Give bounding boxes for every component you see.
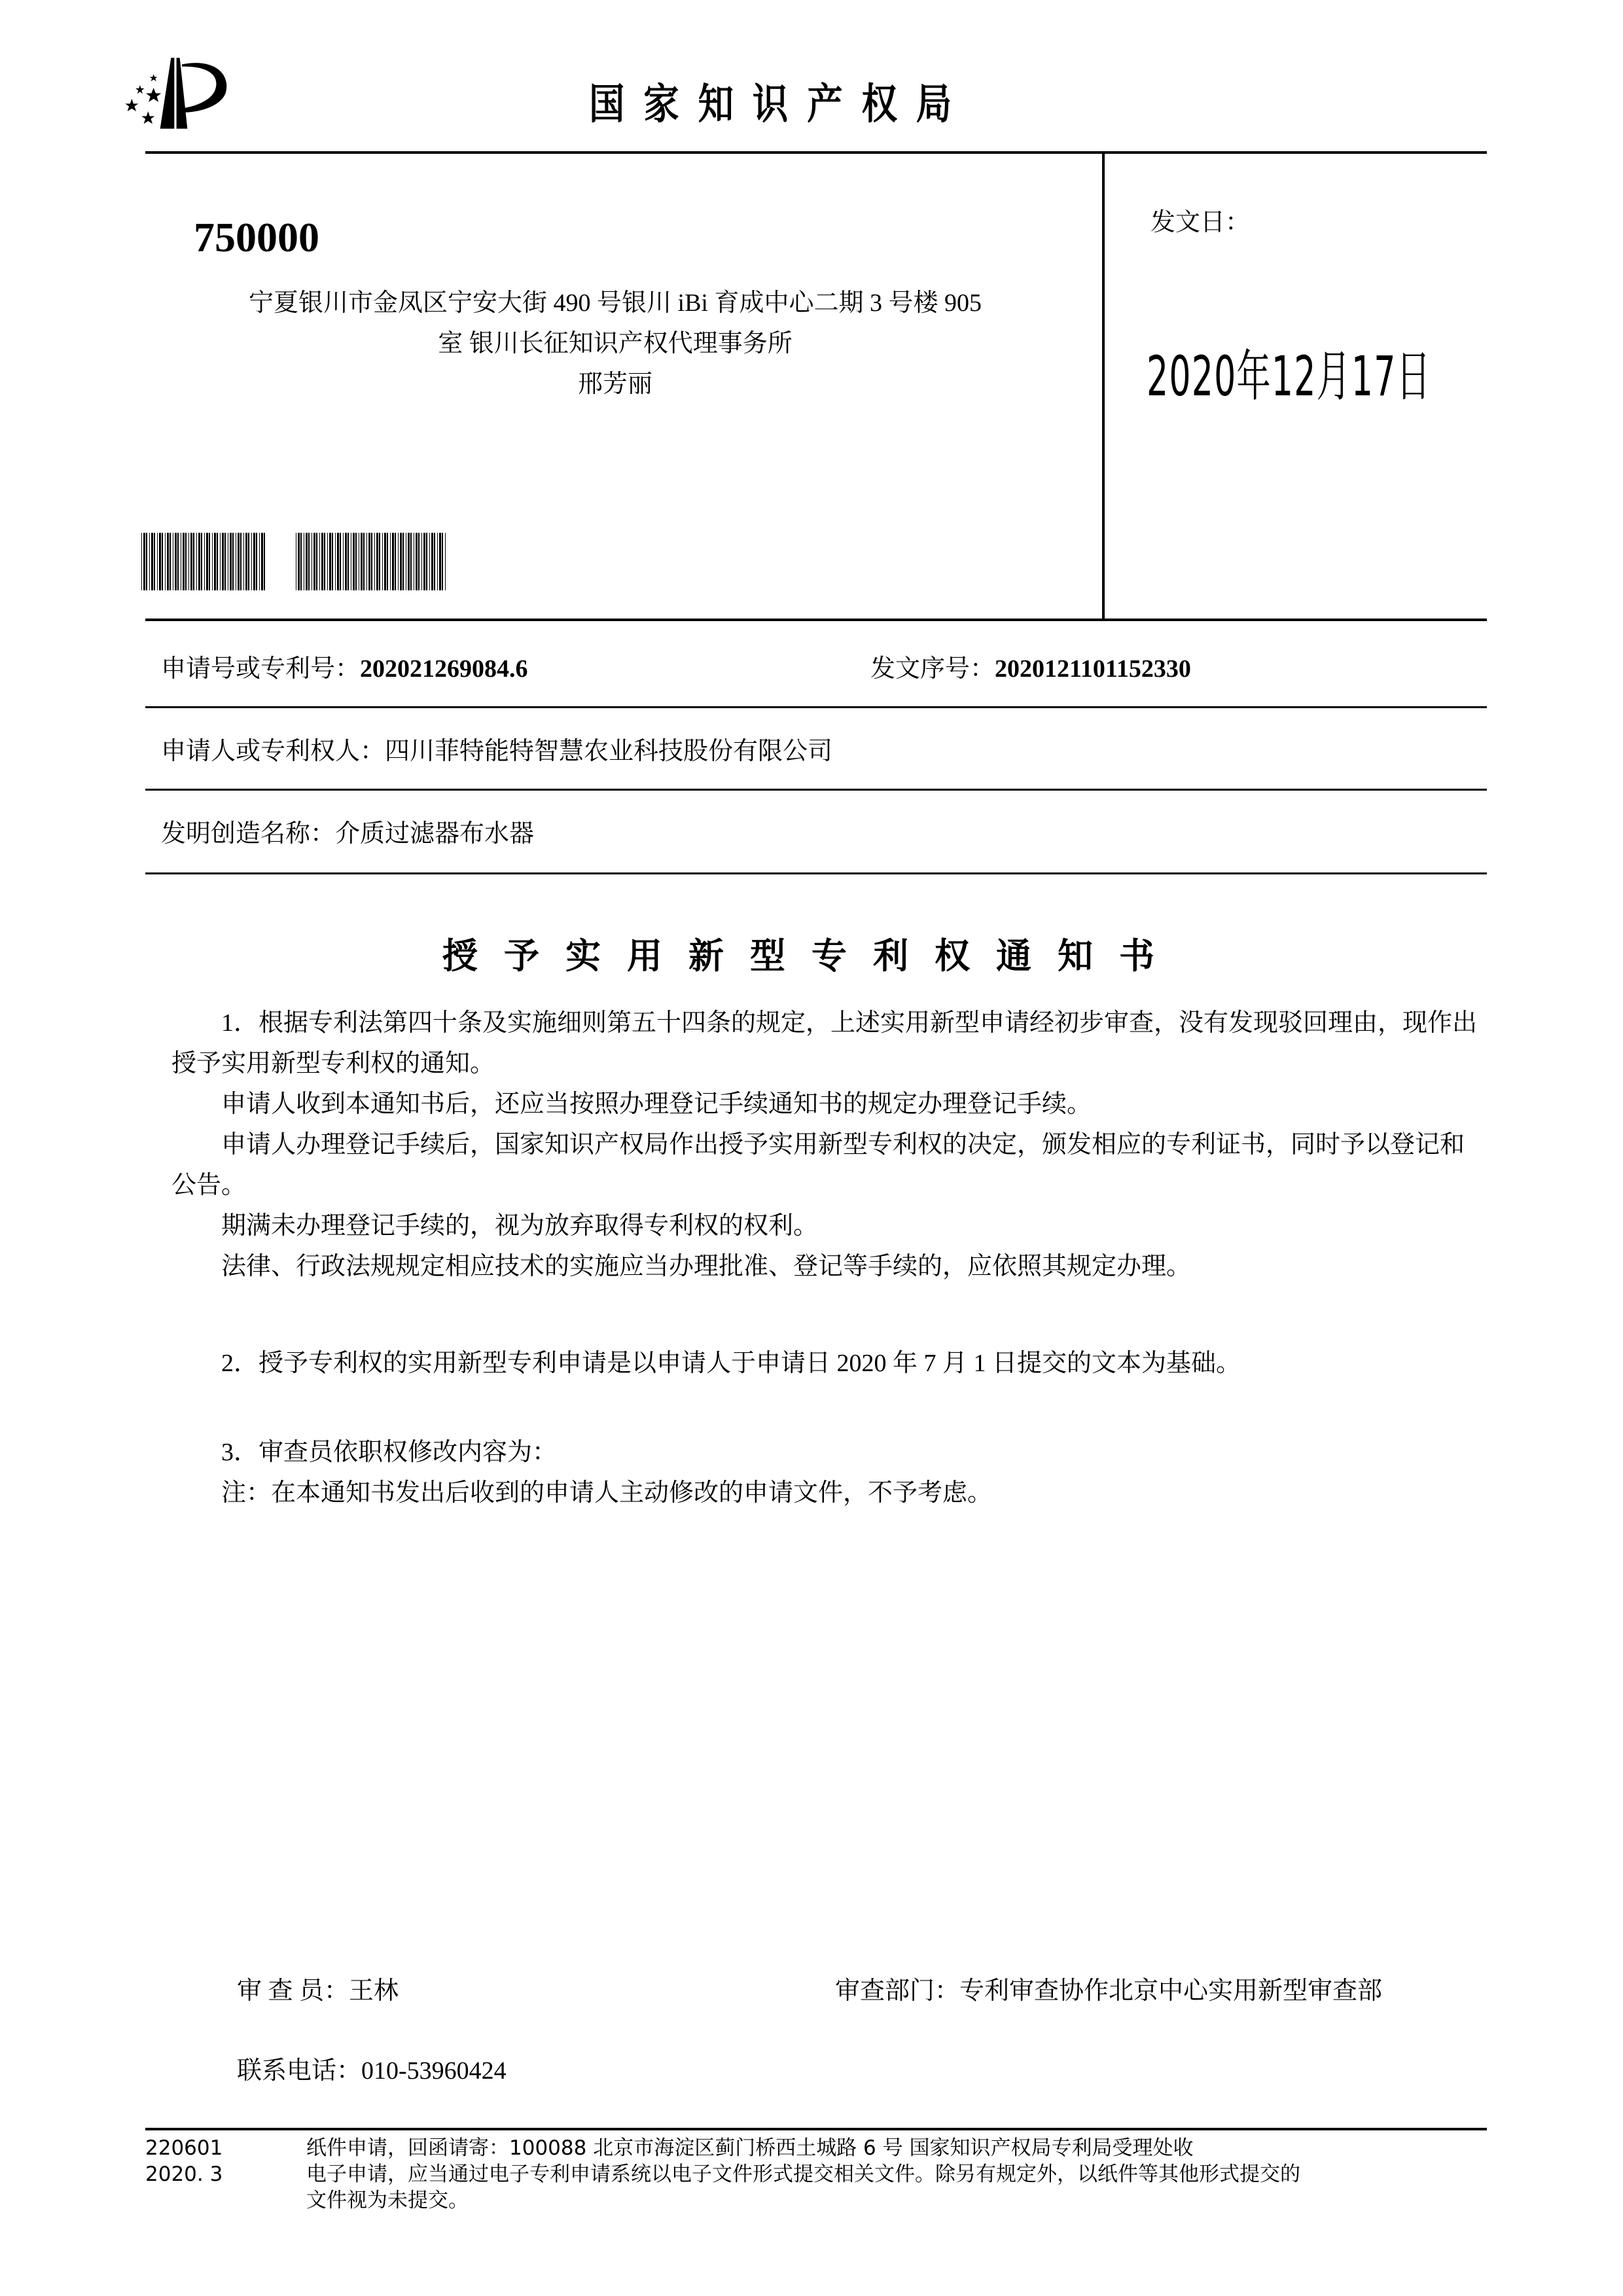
barcode-bar bbox=[363, 533, 365, 590]
barcode-bar bbox=[251, 533, 252, 590]
barcode-bar bbox=[162, 533, 163, 590]
phone-value: 010-53960424 bbox=[361, 2057, 507, 2085]
footer-line-3: 文件视为未提交。 bbox=[306, 2189, 469, 2212]
document-serial bbox=[870, 648, 1191, 684]
barcode-bar bbox=[188, 533, 189, 590]
barcode-bar bbox=[426, 533, 427, 590]
barcode-bar bbox=[366, 533, 367, 590]
paragraph-1: 1．根据专利法第四十条及实施细则第五十四条的规定，上述实用新型申请经初步审查，没有发现驳回理由，现作出授予实用新型专利权的通知。 bbox=[171, 1009, 1478, 1077]
barcode-bar bbox=[261, 533, 263, 590]
header-divider bbox=[145, 151, 1487, 154]
examiner-name: 王林 bbox=[349, 1977, 399, 2005]
barcode-bar bbox=[165, 533, 166, 590]
barcode-bar bbox=[321, 533, 323, 590]
barcode-bar bbox=[141, 533, 142, 590]
barcode-bar bbox=[348, 533, 349, 590]
paragraph-registration: 申请人收到本通知书后，还应当按照办理登记手续通知书的规定办理登记手续。 bbox=[221, 1090, 1092, 1118]
examiner bbox=[237, 1970, 399, 2006]
invention-title-label: 发明创造名称： bbox=[161, 820, 336, 848]
barcode-bar bbox=[222, 533, 224, 590]
barcode-bar bbox=[167, 533, 169, 590]
barcode-bar bbox=[217, 533, 218, 590]
barcode-bar bbox=[209, 533, 210, 590]
paragraph-grant-decision: 申请人办理登记手续后，国家知识产权局作出授予实用新型专利权的决定，颁发相应的专利证书，同时予以登记和公告。 bbox=[171, 1131, 1465, 1199]
barcode-bar bbox=[371, 533, 372, 590]
barcode-bar bbox=[220, 533, 221, 590]
barcode-bar bbox=[387, 533, 388, 590]
barcode-bar bbox=[395, 533, 396, 590]
barcode-bar bbox=[376, 533, 378, 590]
barcode-bar bbox=[256, 533, 257, 590]
department-label: 审查部门： bbox=[835, 1977, 960, 2005]
barcode-bar bbox=[337, 533, 339, 590]
department bbox=[835, 1970, 1382, 2006]
barcode-bar bbox=[416, 533, 418, 590]
barcode-bar bbox=[146, 533, 147, 590]
barcode-bar bbox=[382, 533, 383, 590]
document-serial-label: 发文序号： bbox=[870, 655, 995, 683]
barcode-bar bbox=[353, 533, 355, 590]
barcode-bar bbox=[238, 533, 240, 590]
barcode-bar bbox=[324, 533, 325, 590]
barcode-bar bbox=[232, 533, 234, 590]
department-name: 专利审查协作北京中心实用新型审查部 bbox=[959, 1977, 1383, 2005]
barcode-bar bbox=[329, 533, 331, 590]
postal-code: 750000 bbox=[194, 214, 319, 260]
barcode-bar bbox=[259, 533, 260, 590]
barcode-bar bbox=[196, 533, 197, 590]
barcode-bar bbox=[429, 533, 430, 590]
examiner-label: 审 查 员： bbox=[237, 1977, 349, 2005]
barcode-bar bbox=[159, 533, 161, 590]
barcode-bar bbox=[319, 533, 320, 590]
barcode-bar bbox=[248, 533, 249, 590]
barcode-bar bbox=[151, 533, 153, 590]
barcode-bar bbox=[183, 533, 185, 590]
application-number-label: 申请号或专利号： bbox=[161, 655, 361, 683]
barcode-bar bbox=[368, 533, 370, 590]
barcode-bar bbox=[398, 533, 399, 590]
barcode-bar bbox=[201, 533, 202, 590]
address-line-2: 室 银川长征知识产权代理事务所 bbox=[438, 330, 793, 357]
agency-title: 国家知识产权局 bbox=[589, 81, 971, 129]
paragraph-2: 2．授予专利权的实用新型专利申请是以申请人于申请日 2020 年 7 月 1 日提交的文本为基础。 bbox=[221, 1350, 1241, 1377]
form-version: 2020. 3 bbox=[145, 2162, 223, 2186]
barcode-bar bbox=[421, 533, 422, 590]
applicant-label: 申请人或专利权人： bbox=[161, 738, 385, 765]
barcode-bar bbox=[374, 533, 375, 590]
barcode-bar bbox=[190, 533, 192, 590]
barcode-bar bbox=[204, 533, 205, 590]
paragraph-3: 3．审查员依职权修改内容为： bbox=[221, 1439, 558, 1466]
barcode-bar bbox=[193, 533, 194, 590]
barcode-bar bbox=[434, 533, 435, 590]
barcode-bar bbox=[154, 533, 155, 590]
barcode-bar bbox=[431, 533, 433, 590]
barcode-bar bbox=[300, 533, 302, 590]
barcode-bar bbox=[332, 533, 333, 590]
barcode-bar bbox=[410, 533, 412, 590]
barcode-bar bbox=[316, 533, 317, 590]
footer-line-1: 纸件申请，回函请寄：100088 北京市海淀区蓟门桥西土城路 6 号 国家知识产权局专利局受理处收 bbox=[306, 2136, 1194, 2160]
barcode-divider bbox=[145, 619, 1487, 621]
form-code: 220601 bbox=[145, 2136, 223, 2160]
barcode-bar bbox=[253, 533, 255, 590]
barcode-bar bbox=[327, 533, 328, 590]
recipient-address bbox=[157, 283, 1073, 404]
footer-divider bbox=[145, 2128, 1487, 2130]
issue-date-value: 2020年12月17日 bbox=[1147, 344, 1431, 408]
row-divider-2 bbox=[145, 789, 1487, 791]
paragraph-legal: 法律、行政法规规定相应技术的实施应当办理批准、登记等手续的，应依照其规定办理。 bbox=[221, 1253, 1192, 1280]
cnipa-logo-icon bbox=[116, 39, 247, 131]
barcode-bar bbox=[384, 533, 386, 590]
applicant-value: 四川菲特能特智慧农业科技股份有限公司 bbox=[385, 738, 833, 765]
barcode-bar bbox=[392, 533, 394, 590]
document-serial-value: 2020121101152330 bbox=[995, 655, 1191, 683]
issue-date-label: 发文日： bbox=[1150, 207, 1251, 236]
barcode-bar bbox=[224, 533, 226, 590]
barcode-bar bbox=[442, 533, 443, 590]
applicant bbox=[161, 730, 832, 766]
barcode-bar bbox=[264, 533, 265, 590]
paragraph-expiry: 期满未办理登记手续的，视为放弃取得专利权的权利。 bbox=[221, 1212, 819, 1240]
paragraph-note: 注：在本通知书发出后收到的申请人主动修改的申请文件，不予考虑。 bbox=[221, 1479, 993, 1507]
barcode-bar bbox=[408, 533, 410, 590]
barcode-bar bbox=[445, 533, 446, 590]
barcode-bar bbox=[437, 533, 438, 590]
barcode-bar bbox=[298, 533, 300, 590]
row-divider-1 bbox=[145, 706, 1487, 708]
recipient-name: 邢芳丽 bbox=[577, 370, 652, 398]
barcode-bar bbox=[345, 533, 347, 590]
barcode-bar bbox=[243, 533, 244, 590]
barcode-bar bbox=[306, 533, 308, 590]
barcode-bar bbox=[185, 533, 187, 590]
contact-phone bbox=[237, 2050, 507, 2086]
barcode-bar bbox=[308, 533, 310, 590]
barcode-bar bbox=[335, 533, 336, 590]
barcode-right bbox=[296, 533, 448, 590]
footer-line-2: 电子申请，应当通过电子专利申请系统以电子文件形式提交相关文件。除另有规定外，以纸件等其他形式提交的 bbox=[306, 2162, 1300, 2186]
row-divider-3 bbox=[145, 872, 1487, 874]
invention-title bbox=[161, 813, 534, 849]
barcode-bar bbox=[400, 533, 402, 590]
address-line-1: 宁夏银川市金凤区宁安大街 490 号银川 iBi 育成中心二期 3 号楼 905 bbox=[249, 289, 982, 317]
barcode-bar bbox=[169, 533, 171, 590]
barcode-bar bbox=[149, 533, 150, 590]
application-number bbox=[161, 648, 528, 684]
barcode-left bbox=[141, 533, 268, 590]
barcode-bar bbox=[143, 533, 145, 590]
barcode-bar bbox=[361, 533, 363, 590]
barcode-bar bbox=[240, 533, 241, 590]
barcode-bar bbox=[343, 533, 344, 590]
barcode-bar bbox=[212, 533, 213, 590]
barcode-bar bbox=[423, 533, 425, 590]
date-panel-divider bbox=[1102, 154, 1105, 620]
barcode-bar bbox=[340, 533, 341, 590]
barcode-bar bbox=[313, 533, 315, 590]
cnipa-logo bbox=[116, 39, 247, 131]
barcode-bar bbox=[214, 533, 216, 590]
barcode-bar bbox=[245, 533, 247, 590]
barcode-bar bbox=[198, 533, 200, 590]
barcode-bar bbox=[439, 533, 441, 590]
barcode-bar bbox=[390, 533, 391, 590]
notice-title: 授予实用新型专利权通知书 bbox=[442, 935, 1181, 977]
barcode-bar bbox=[177, 533, 179, 590]
barcode-bar bbox=[230, 533, 232, 590]
application-number-value: 202021269084.6 bbox=[360, 655, 528, 683]
barcode-bar bbox=[402, 533, 404, 590]
phone-label: 联系电话： bbox=[237, 2057, 362, 2085]
barcode-bar bbox=[175, 533, 177, 590]
barcode-bar bbox=[157, 533, 158, 590]
barcode-bar bbox=[379, 533, 380, 590]
barcode-bar bbox=[418, 533, 419, 590]
invention-title-value: 介质过滤器布水器 bbox=[335, 820, 535, 848]
barcode-bar bbox=[206, 533, 208, 590]
barcode-bar bbox=[355, 533, 357, 590]
